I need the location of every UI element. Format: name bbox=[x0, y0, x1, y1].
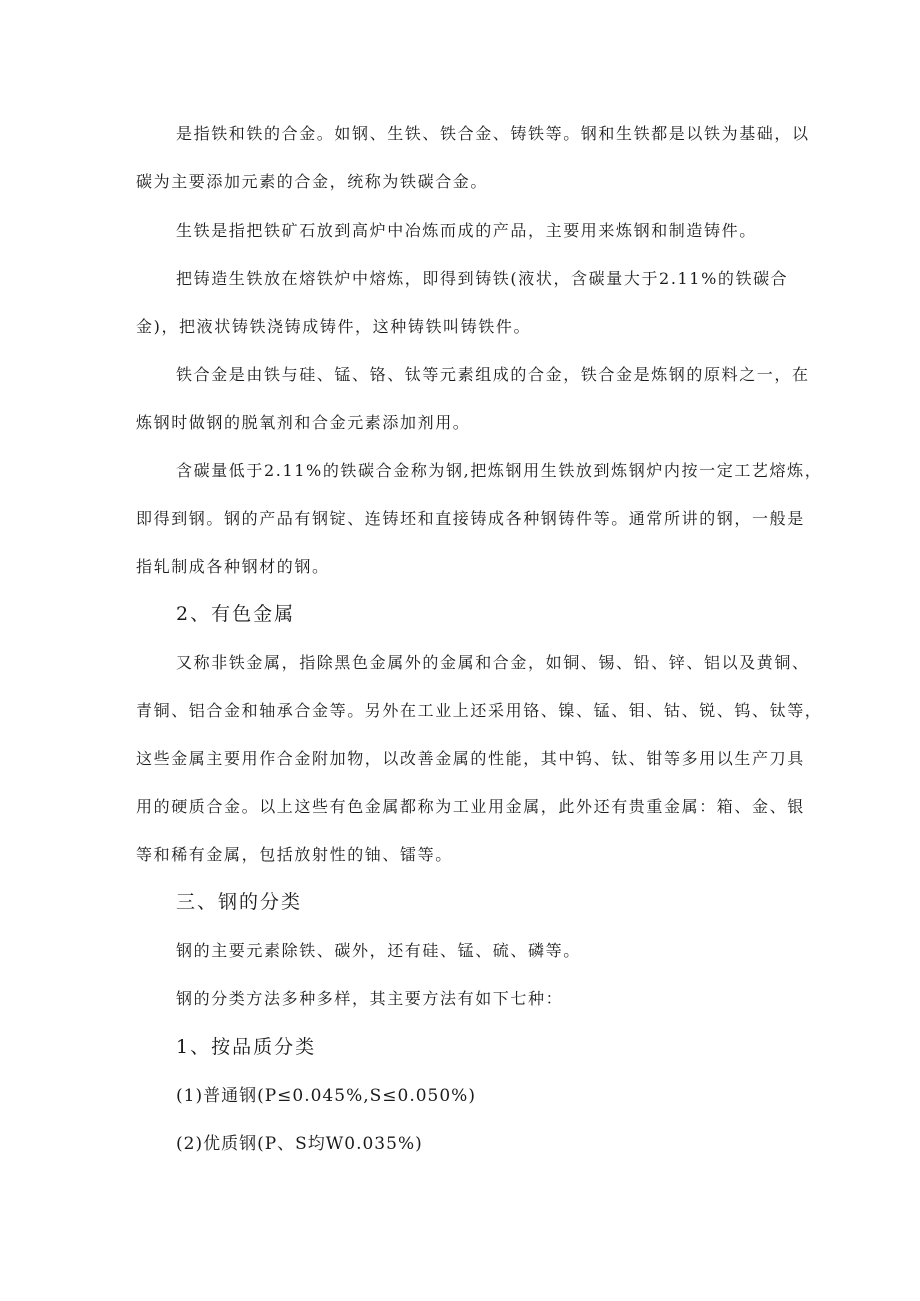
paragraph-line: 指轧制成各种钢材的钢。 bbox=[136, 557, 330, 576]
paragraph-line: 是指铁和铁的合金。如钢、生铁、铁合金、铸铁等。钢和生铁都是以铁为基础，以 bbox=[176, 124, 810, 143]
paragraph-line: 金)，把液状铸铁浇铸成铸件，这种铸铁叫铸铁件。 bbox=[136, 317, 532, 336]
list-item: (2)优质钢(P、S均W0.035%) bbox=[176, 1134, 423, 1154]
paragraph-line: 钢的分类方法多种多样，其主要方法有如下七种： bbox=[176, 989, 564, 1008]
paragraph-line: 等和稀有金属，包括放射性的铀、镭等。 bbox=[136, 845, 453, 864]
paragraph-line: 把铸造生铁放在熔铁炉中熔炼，即得到铸铁(液状，含碳量大于2.11%的铁碳合 bbox=[176, 269, 789, 288]
paragraph-line: 即得到钢。钢的产品有钢锭、连铸坯和直接铸成各种钢铸件等。通常所讲的钢，一般是 bbox=[136, 509, 805, 528]
paragraph-line: 用的硬质合金。以上这些有色金属都称为工业用金属，此外还有贵重金属：箱、金、银 bbox=[136, 797, 805, 816]
list-item: (1)普通钢(P≤0.045%,S≤0.050%) bbox=[176, 1086, 476, 1106]
paragraph-line: 碳为主要添加元素的合金，统称为铁碳合金。 bbox=[136, 172, 489, 191]
subsection-heading: 1、按品质分类 bbox=[176, 1036, 317, 1058]
paragraph-line: 炼钢时做钢的脱氧剂和合金元素添加剂用。 bbox=[136, 413, 471, 432]
paragraph-line: 铁合金是由铁与硅、锰、铬、钛等元素组成的合金，铁合金是炼钢的原料之一，在 bbox=[176, 365, 810, 384]
paragraph-line: 生铁是指把铁矿石放到高炉中冶炼而成的产品，主要用来炼钢和制造铸件。 bbox=[176, 221, 757, 240]
section-heading: 2、有色金属 bbox=[176, 603, 296, 625]
paragraph-line: 青铜、铝合金和轴承合金等。另外在工业上还采用铬、镍、锰、钼、钴、锐、钨、钛等， bbox=[136, 701, 823, 720]
paragraph-line: 含碳量低于2.11%的铁碳合金称为钢,把炼钢用生铁放到炼钢炉内按一定工艺熔炼， bbox=[176, 461, 823, 480]
paragraph-line: 钢的主要元素除铁、碳外，还有硅、锰、硫、磷等。 bbox=[176, 941, 581, 960]
section-heading: 三、钢的分类 bbox=[176, 891, 303, 913]
paragraph-line: 又称非铁金属，指除黑色金属外的金属和合金，如铜、锡、铅、锌、铝以及黄铜、 bbox=[176, 653, 810, 672]
paragraph-line: 这些金属主要用作合金附加物，以改善金属的性能，其中钨、钛、钳等多用以生产刀具 bbox=[136, 749, 805, 768]
